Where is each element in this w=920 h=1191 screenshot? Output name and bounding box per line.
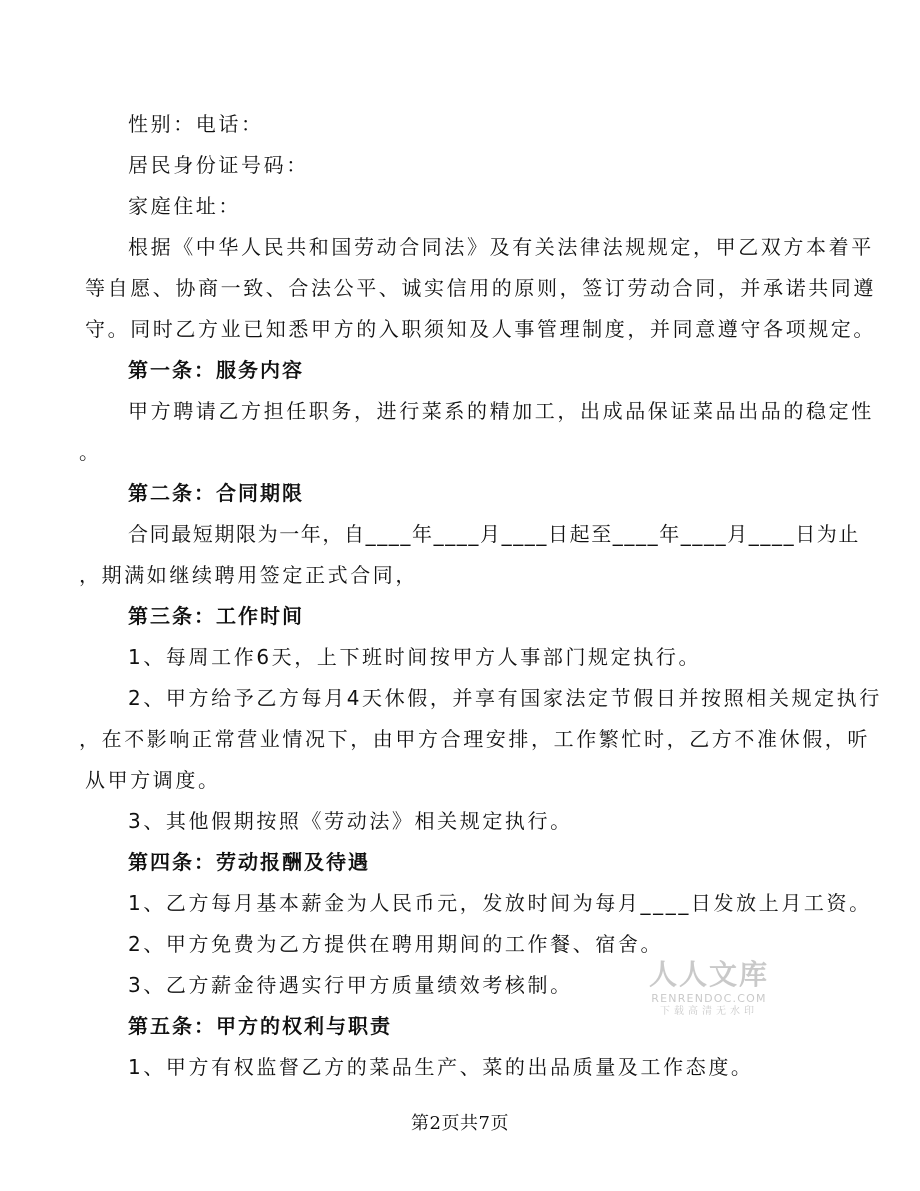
article-2-heading: 第二条：合同期限 — [128, 481, 304, 505]
field-id-number: 居民身份证号码： — [128, 153, 309, 177]
article-3-item-2: 2、甲方给予乙方每月4天休假，并享有国家法定节假日并按照相关规定执行 — [128, 686, 882, 710]
article-4-item-2: 2、甲方免费为乙方提供在聘用期间的工作餐、宿舍。 — [128, 932, 664, 956]
watermark-logo — [644, 958, 774, 1018]
article-5-item-1: 1、甲方有权监督乙方的菜品生产、菜的出品质量及工作态度。 — [128, 1055, 754, 1079]
article-1-heading: 第一条：服务内容 — [128, 358, 304, 382]
article-4-item-3: 3、乙方薪金待遇实行甲方质量绩效考核制。 — [128, 973, 573, 997]
article-1-text: 甲方聘请乙方担任职务，进行菜系的精加工，出成品保证菜品出品的稳定性 — [128, 399, 874, 423]
article-3-item-2-end: 从甲方调度。 — [85, 768, 221, 792]
article-4-item-1: 1、乙方每月基本薪金为人民币元，发放时间为每月____日发放上月工资。 — [128, 891, 872, 915]
field-home-address: 家庭住址： — [128, 194, 241, 218]
article-3-item-3: 3、其他假期按照《劳动法》相关规定执行。 — [128, 809, 573, 833]
watermark-subtitle: 下载高清无水印 — [660, 1006, 758, 1017]
preamble-line-3: 守。同时乙方业已知悉甲方的入职须知及人事管理制度，并同意遵守各项规定。 — [85, 317, 876, 341]
article-3-item-2-cont: ，在不影响正常营业情况下，由甲方合理安排，工作繁忙时，乙方不准休假，听 — [79, 727, 870, 751]
field-gender-phone: 性别：电话： — [128, 112, 264, 136]
preamble-line-2: 等自愿、协商一致、合法公平、诚实信用的原则，签订劳动合同，并承诺共同遵 — [85, 276, 876, 300]
article-3-item-1: 1、每周工作6天，上下班时间按甲方人事部门规定执行。 — [128, 645, 702, 669]
article-2-text: 合同最短期限为一年，自____年____月____日起至____年____月____日为止 — [128, 522, 860, 546]
article-2-text-end: ，期满如继续聘用签定正式合同， — [79, 563, 418, 587]
article-4-heading: 第四条：劳动报酬及待遇 — [128, 850, 370, 874]
page-number: 第2页共7页 — [411, 1113, 509, 1134]
watermark-url: RENRENDOC.COM — [651, 992, 767, 1005]
preamble-line-1: 根据《中华人民共和国劳动合同法》及有关法律法规规定，甲乙双方本着平 — [128, 235, 874, 259]
watermark-title: 人人文库 — [648, 958, 769, 991]
article-3-heading: 第三条：工作时间 — [128, 604, 304, 628]
article-5-heading: 第五条：甲方的权利与职责 — [128, 1014, 392, 1038]
article-1-text-end: 。 — [79, 440, 102, 464]
